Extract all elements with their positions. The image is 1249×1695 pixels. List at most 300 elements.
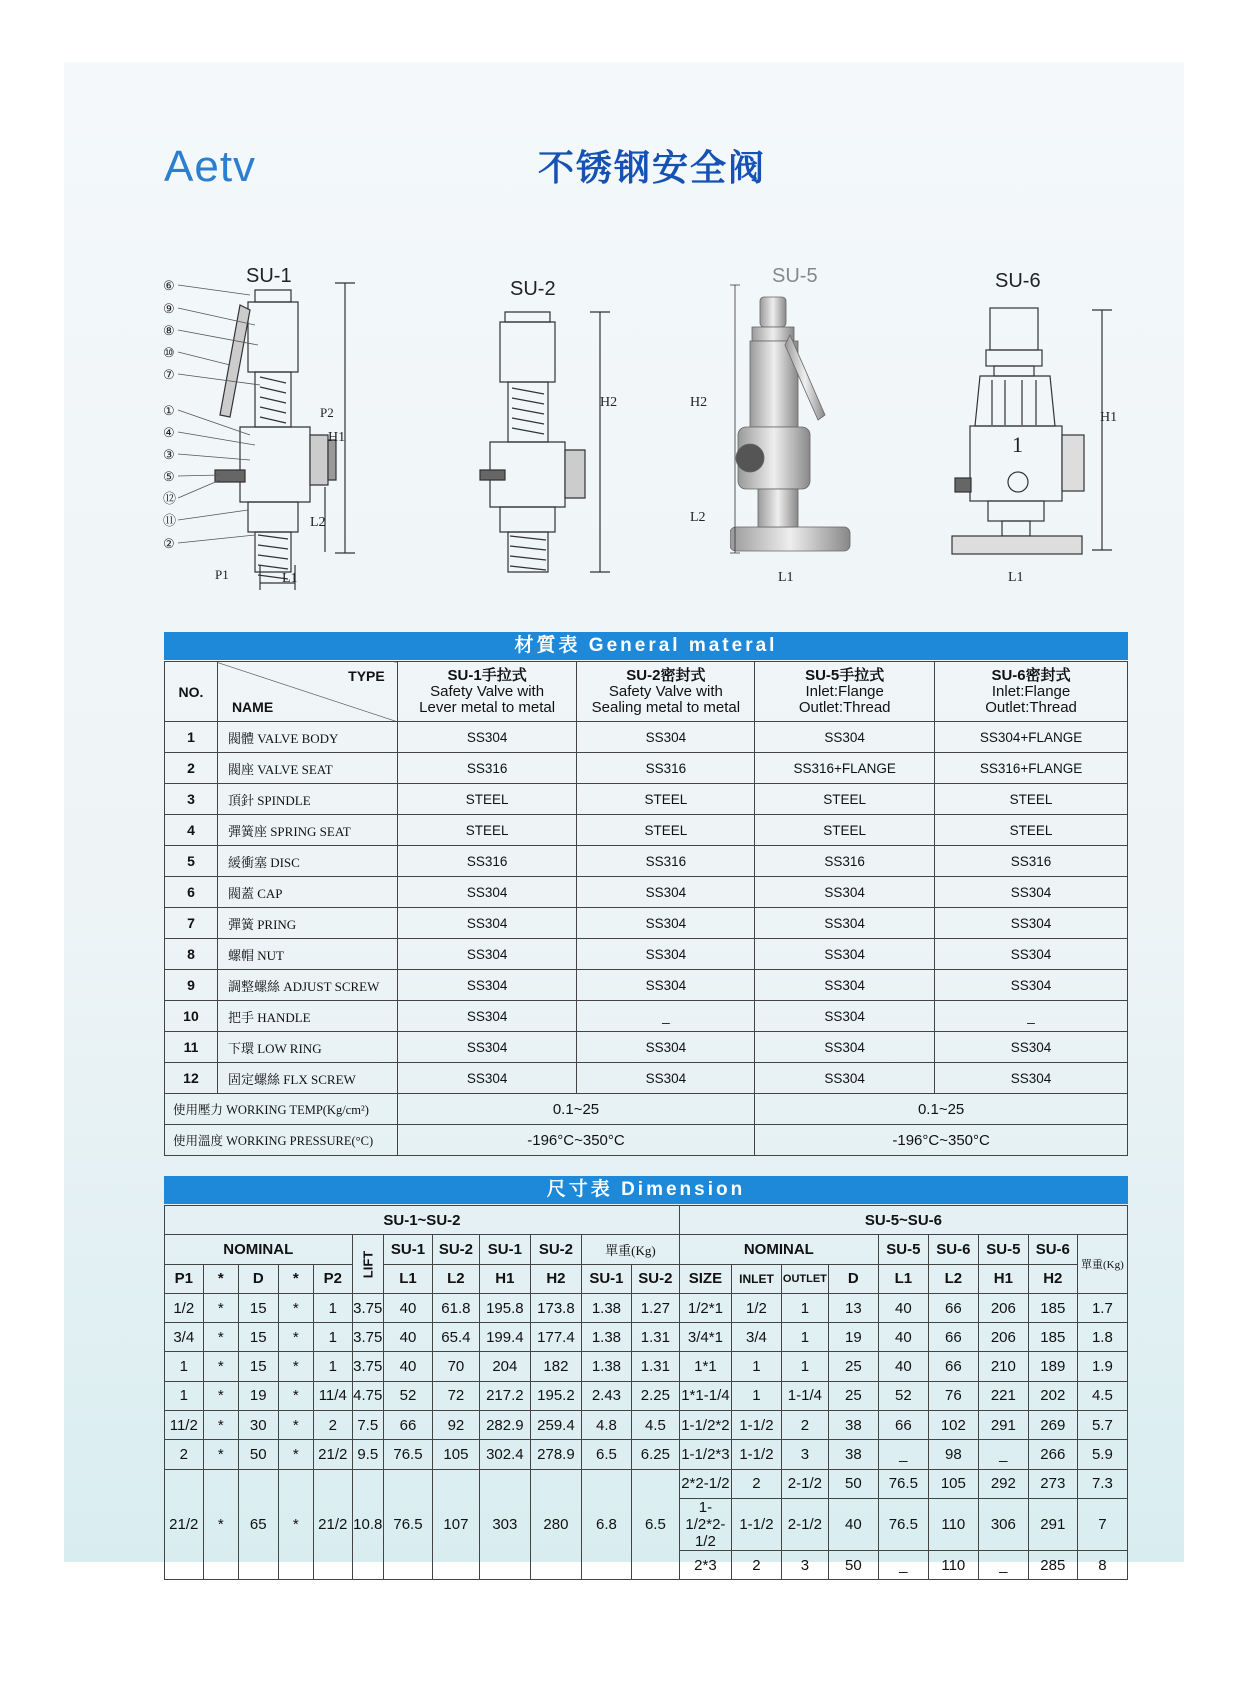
material-part-name: 閥座 VALVE SEAT — [217, 753, 397, 784]
material-value: SS304 — [577, 1032, 755, 1063]
weight-left: 單重(Kg) — [581, 1235, 679, 1264]
dim-cell: * — [203, 1469, 238, 1580]
sub-l2: SU-2 — [432, 1235, 479, 1264]
dim-cell: 202 — [1028, 1381, 1077, 1410]
material-table — [164, 661, 1128, 1156]
sub-h1: SU-1 — [479, 1235, 530, 1264]
dim-cell: 285 — [1028, 1550, 1077, 1579]
dim-cell: 195.8 — [479, 1293, 530, 1322]
dim-cell: * — [203, 1381, 238, 1410]
material-value: SS304 — [755, 1063, 935, 1094]
working-pressure-su1-su2: -196°C~350°C — [397, 1125, 755, 1156]
dim-cell: 1 — [165, 1352, 204, 1381]
dim-cell: 50 — [238, 1440, 278, 1469]
material-value: STEEL — [577, 815, 755, 846]
material-part-name: 緩衝塞 DISC — [217, 846, 397, 877]
material-row — [165, 908, 1128, 939]
dim-cell: 273 — [1028, 1469, 1077, 1498]
material-value: SS304 — [397, 908, 577, 939]
dim-cell: 1 — [781, 1323, 828, 1352]
dim-cell: 3/4 — [731, 1323, 781, 1352]
dim-cell: 110 — [928, 1550, 978, 1579]
dim-cell: 278.9 — [530, 1440, 581, 1469]
col-r-h1: H1 — [978, 1264, 1028, 1293]
header-su5: SU-5手拉式 Inlet:Flange Outlet:Thread — [755, 662, 935, 722]
dim-cell: 3/4*1 — [679, 1323, 731, 1352]
dim-cell: 102 — [928, 1411, 978, 1440]
dim-group-row — [165, 1206, 1128, 1235]
dim-cell: 3/4 — [165, 1323, 204, 1352]
svg-text:②: ② — [163, 536, 175, 551]
dim-cell: 40 — [384, 1352, 433, 1381]
dim-cell: _ — [878, 1550, 928, 1579]
su2-h2-label: H2 — [600, 395, 618, 410]
dim-cell: 217.2 — [479, 1381, 530, 1410]
brand-logo: Aetv — [164, 142, 257, 191]
dim-cell: * — [278, 1293, 313, 1322]
col-p1: P1 — [165, 1264, 204, 1293]
dim-cell: 204 — [479, 1352, 530, 1381]
dim-cell: 1 — [313, 1323, 352, 1352]
dim-cell: * — [278, 1352, 313, 1381]
dim-cell: 259.4 — [530, 1411, 581, 1440]
dim-cell: 2.43 — [581, 1381, 631, 1410]
dim-cell: 21/2 — [313, 1440, 352, 1469]
su6-label: SU-6 — [995, 270, 1041, 292]
col-r-h2: H2 — [1028, 1264, 1077, 1293]
dim-cell: 76 — [928, 1381, 978, 1410]
dim-cell: 306 — [978, 1498, 1028, 1550]
material-value: SS316 — [577, 753, 755, 784]
su1-h1-label: H1 — [328, 430, 346, 445]
dim-cell: 221 — [978, 1381, 1028, 1410]
header-su2: SU-2密封式 Safety Valve with Sealing metal to metal — [577, 662, 755, 722]
dim-cell: 3 — [781, 1440, 828, 1469]
dim-cell: 15 — [238, 1293, 278, 1322]
dim-cell: 3.75 — [352, 1293, 383, 1322]
dim-cell: 1.31 — [631, 1323, 679, 1352]
material-value: SS304 — [577, 908, 755, 939]
dim-cell: 10.8 — [352, 1469, 383, 1580]
dimension-row — [165, 1352, 1128, 1381]
material-value: STEEL — [935, 815, 1128, 846]
group-su5-su6: SU-5~SU-6 — [679, 1206, 1127, 1235]
material-no: 5 — [165, 846, 218, 877]
dim-cell: 269 — [1028, 1411, 1077, 1440]
svg-text:⑦: ⑦ — [163, 367, 175, 382]
dim-col-row — [165, 1264, 1128, 1293]
su2-drawing — [450, 270, 620, 600]
dim-cell: 291 — [1028, 1498, 1077, 1550]
col-d: D — [238, 1264, 278, 1293]
dim-cell: 1 — [731, 1381, 781, 1410]
svg-text:④: ④ — [163, 425, 175, 440]
nominal-left: NOMINAL — [165, 1235, 353, 1264]
material-row — [165, 939, 1128, 970]
dim-cell: 107 — [432, 1469, 479, 1580]
col-l1: L1 — [384, 1264, 433, 1293]
dim-cell: * — [278, 1323, 313, 1352]
dim-cell: * — [278, 1381, 313, 1410]
material-row — [165, 784, 1128, 815]
nominal-right: NOMINAL — [679, 1235, 878, 1264]
material-value: SS304 — [755, 1001, 935, 1032]
material-row — [165, 815, 1128, 846]
dim-cell: 4.75 — [352, 1381, 383, 1410]
col-h1: H1 — [479, 1264, 530, 1293]
header-su6: SU-6密封式 Inlet:Flange Outlet:Thread — [935, 662, 1128, 722]
material-value: SS304+FLANGE — [935, 722, 1128, 753]
su1-p1-label: P1 — [215, 567, 229, 582]
dim-cell: 185 — [1028, 1323, 1077, 1352]
dim-cell: 1-1/2 — [731, 1411, 781, 1440]
col-l2: L2 — [432, 1264, 479, 1293]
working-temp-label: 使用壓力 WORKING TEMP(Kg/cm²) — [165, 1094, 398, 1125]
dim-cell: 2 — [731, 1550, 781, 1579]
material-part-name: 把手 HANDLE — [217, 1001, 397, 1032]
material-row — [165, 846, 1128, 877]
material-value: SS304 — [397, 970, 577, 1001]
su1-label: SU-1 — [246, 265, 292, 287]
su1-drawing — [160, 265, 360, 600]
material-row — [165, 722, 1128, 753]
material-value: SS304 — [577, 970, 755, 1001]
dim-cell: 1/2 — [165, 1293, 204, 1322]
material-value: SS304 — [577, 1063, 755, 1094]
dim-cell: _ — [878, 1440, 928, 1469]
su5-label: SU-5 — [772, 265, 818, 287]
su1-p2-label: P2 — [320, 405, 334, 420]
col-wt-su1: SU-1 — [581, 1264, 631, 1293]
dim-cell: 6.8 — [581, 1469, 631, 1580]
col-size: SIZE — [679, 1264, 731, 1293]
dim-cell: 25 — [828, 1352, 878, 1381]
dim-cell: 3.75 — [352, 1352, 383, 1381]
material-value: SS304 — [935, 970, 1128, 1001]
material-part-name: 閥蓋 CAP — [217, 877, 397, 908]
material-value: SS304 — [397, 877, 577, 908]
su5-l2-label: L2 — [690, 510, 706, 525]
col-wt-su2: SU-2 — [631, 1264, 679, 1293]
material-value: SS304 — [577, 939, 755, 970]
material-part-name: 頂針 SPINDLE — [217, 784, 397, 815]
material-row — [165, 753, 1128, 784]
material-footer-row — [165, 1094, 1128, 1125]
dim-cell: 2 — [781, 1411, 828, 1440]
dim-cell: 2*2-1/2 — [679, 1469, 731, 1498]
dim-cell: _ — [978, 1440, 1028, 1469]
material-value: STEEL — [577, 784, 755, 815]
dim-cell: 195.2 — [530, 1381, 581, 1410]
su5-l1-label: L1 — [778, 570, 794, 585]
weight-right: 單重(Kg) — [1077, 1235, 1127, 1294]
material-value: SS304 — [755, 939, 935, 970]
material-value: _ — [577, 1001, 755, 1032]
material-row — [165, 1032, 1128, 1063]
dim-cell: 1/2*1 — [679, 1293, 731, 1322]
material-part-name: 閥體 VALVE BODY — [217, 722, 397, 753]
working-pressure-label: 使用溫度 WORKING PRESSURE(°C) — [165, 1125, 398, 1156]
dim-cell: * — [203, 1411, 238, 1440]
dim-cell: 6.25 — [631, 1440, 679, 1469]
working-temp-su1-su2: 0.1~25 — [397, 1094, 755, 1125]
dim-cell: 2-1/2 — [781, 1469, 828, 1498]
dim-cell: 66 — [928, 1352, 978, 1381]
dim-cell: 266 — [1028, 1440, 1077, 1469]
dim-cell: 61.8 — [432, 1293, 479, 1322]
dim-cell: 1 — [165, 1381, 204, 1410]
dimension-row — [165, 1381, 1128, 1410]
dim-cell: 66 — [384, 1411, 433, 1440]
material-no: 4 — [165, 815, 218, 846]
material-value: SS316+FLANGE — [755, 753, 935, 784]
material-value: SS304 — [755, 1032, 935, 1063]
dim-cell: 5.7 — [1077, 1411, 1127, 1440]
material-part-name: 螺帽 NUT — [217, 939, 397, 970]
header-name: NAME — [231, 699, 274, 715]
material-value: SS304 — [397, 1032, 577, 1063]
group-su1-su2: SU-1~SU-2 — [165, 1206, 680, 1235]
su6-drawing — [940, 270, 1120, 610]
dim-cell: 4.5 — [631, 1411, 679, 1440]
material-part-name: 彈簧座 SPRING SEAT — [217, 815, 397, 846]
dim-cell: 7.5 — [352, 1411, 383, 1440]
dim-cell: 76.5 — [878, 1469, 928, 1498]
col-star: * — [203, 1264, 238, 1293]
dim-cell: 1 — [781, 1352, 828, 1381]
dim-sub-row — [165, 1235, 1128, 1264]
dim-cell: 15 — [238, 1352, 278, 1381]
material-value: SS304 — [397, 939, 577, 970]
dim-cell: 206 — [978, 1293, 1028, 1322]
sub-r-h2: SU-6 — [1028, 1235, 1077, 1264]
dim-cell: 6.5 — [581, 1440, 631, 1469]
dim-cell: 50 — [828, 1550, 878, 1579]
svg-text:⑨: ⑨ — [163, 301, 175, 316]
dim-cell: 9.5 — [352, 1440, 383, 1469]
dim-cell: 1.27 — [631, 1293, 679, 1322]
su6-h1-label: H1 — [1100, 410, 1118, 425]
material-part-name: 調整螺絲 ADJUST SCREW — [217, 970, 397, 1001]
header-type: TYPE — [348, 668, 385, 684]
dim-cell: 1 — [781, 1293, 828, 1322]
dim-cell: 4.8 — [581, 1411, 631, 1440]
material-value: SS304 — [755, 722, 935, 753]
material-value: STEEL — [935, 784, 1128, 815]
dim-cell: 1 — [731, 1352, 781, 1381]
dim-cell: 6.5 — [631, 1469, 679, 1580]
dim-cell: 2 — [165, 1440, 204, 1469]
dim-cell: 15 — [238, 1323, 278, 1352]
sub-l1: SU-1 — [384, 1235, 433, 1264]
dimension-row — [165, 1440, 1128, 1469]
dim-cell: 3.75 — [352, 1323, 383, 1352]
material-value: SS304 — [935, 939, 1128, 970]
dim-cell: 1-1/2 — [731, 1440, 781, 1469]
material-header-row — [165, 662, 1128, 722]
dim-cell: 189 — [1028, 1352, 1077, 1381]
col-r-d: D — [828, 1264, 878, 1293]
header-su1: SU-1手拉式 Safety Valve with Lever metal to metal — [397, 662, 577, 722]
dim-cell: 11/2 — [165, 1411, 204, 1440]
material-value: SS304 — [755, 970, 935, 1001]
dim-cell: 2 — [731, 1469, 781, 1498]
material-no: 10 — [165, 1001, 218, 1032]
material-no: 3 — [165, 784, 218, 815]
dim-cell: 292 — [978, 1469, 1028, 1498]
dimension-row — [165, 1469, 1128, 1498]
material-no: 7 — [165, 908, 218, 939]
dimension-banner: 尺寸表 Dimension — [164, 1176, 1128, 1204]
material-value: SS304 — [397, 1063, 577, 1094]
dim-cell: * — [203, 1323, 238, 1352]
material-row — [165, 1063, 1128, 1094]
dim-cell: 66 — [878, 1411, 928, 1440]
dim-cell: 2 — [313, 1411, 352, 1440]
dim-cell: 40 — [878, 1352, 928, 1381]
material-part-name: 彈簧 PRING — [217, 908, 397, 939]
header-type-name — [217, 662, 397, 722]
material-banner: 材質表 General materal — [164, 632, 1128, 660]
material-footer-row — [165, 1125, 1128, 1156]
dim-cell: 303 — [479, 1469, 530, 1580]
dim-cell: 21/2 — [165, 1469, 204, 1580]
dim-cell: 210 — [978, 1352, 1028, 1381]
dim-cell: 66 — [928, 1293, 978, 1322]
dim-cell: 280 — [530, 1469, 581, 1580]
dim-cell: 1.9 — [1077, 1352, 1127, 1381]
dim-cell: 52 — [384, 1381, 433, 1410]
dim-cell: 1 — [313, 1352, 352, 1381]
dim-cell: 4.5 — [1077, 1381, 1127, 1410]
dim-cell: 177.4 — [530, 1323, 581, 1352]
dim-cell: 1-1/2*3 — [679, 1440, 731, 1469]
svg-text:⑫: ⑫ — [163, 491, 177, 506]
col-h2: H2 — [530, 1264, 581, 1293]
dim-cell: 1.38 — [581, 1293, 631, 1322]
material-no: 6 — [165, 877, 218, 908]
dim-cell: 1-1/2 — [731, 1498, 781, 1550]
material-no: 11 — [165, 1032, 218, 1063]
material-no: 12 — [165, 1063, 218, 1094]
dim-cell: 65.4 — [432, 1323, 479, 1352]
col-star: * — [278, 1264, 313, 1293]
sub-r-l1: SU-5 — [878, 1235, 928, 1264]
dim-cell: _ — [978, 1550, 1028, 1579]
col-p2: P2 — [313, 1264, 352, 1293]
su2-label: SU-2 — [510, 278, 556, 300]
dim-cell: * — [278, 1440, 313, 1469]
material-no: 2 — [165, 753, 218, 784]
dim-cell: 206 — [978, 1323, 1028, 1352]
dim-cell: 182 — [530, 1352, 581, 1381]
svg-text:⑧: ⑧ — [163, 323, 175, 338]
dim-cell: * — [203, 1293, 238, 1322]
su6-l1-label: L1 — [1008, 570, 1024, 585]
su5-h2-label: H2 — [690, 395, 708, 410]
dim-cell: 38 — [828, 1411, 878, 1440]
svg-text:⑪: ⑪ — [163, 513, 177, 528]
dim-cell: 1.7 — [1077, 1293, 1127, 1322]
dim-cell: 92 — [432, 1411, 479, 1440]
dim-cell: 52 — [878, 1381, 928, 1410]
page-title: 不锈钢安全阀 — [538, 148, 767, 189]
svg-text:⑥: ⑥ — [163, 278, 175, 293]
material-value: SS304 — [577, 722, 755, 753]
dim-cell: 25 — [828, 1381, 878, 1410]
dim-cell: 76.5 — [384, 1469, 433, 1580]
material-value: SS304 — [935, 1032, 1128, 1063]
dim-cell: 1.38 — [581, 1323, 631, 1352]
dim-cell: 11/4 — [313, 1381, 352, 1410]
dim-cell: 282.9 — [479, 1411, 530, 1440]
col-inlet: INLET — [731, 1264, 781, 1293]
dim-cell: 5.9 — [1077, 1440, 1127, 1469]
su5-valve-icon — [730, 265, 870, 605]
material-value: SS304 — [935, 908, 1128, 939]
dim-cell: 40 — [878, 1323, 928, 1352]
material-part-name: 固定螺絲 FLX SCREW — [217, 1063, 397, 1094]
dim-cell: 7.3 — [1077, 1469, 1127, 1498]
working-temp-su5-su6: 0.1~25 — [755, 1094, 1128, 1125]
material-value: SS316 — [755, 846, 935, 877]
dim-cell: 38 — [828, 1440, 878, 1469]
material-value: STEEL — [755, 784, 935, 815]
dim-cell: 173.8 — [530, 1293, 581, 1322]
dim-cell: 2.25 — [631, 1381, 679, 1410]
dim-cell: 302.4 — [479, 1440, 530, 1469]
col-outlet: OUTLET — [781, 1264, 828, 1293]
dim-cell: 1 — [313, 1293, 352, 1322]
dim-cell: 1.38 — [581, 1352, 631, 1381]
dim-cell: 19 — [828, 1323, 878, 1352]
material-part-name: 下環 LOW RING — [217, 1032, 397, 1063]
material-row — [165, 877, 1128, 908]
dim-cell: 13 — [828, 1293, 878, 1322]
sub-r-l2: SU-6 — [928, 1235, 978, 1264]
dimension-row — [165, 1411, 1128, 1440]
material-value: SS304 — [755, 877, 935, 908]
dim-cell: * — [278, 1411, 313, 1440]
dimension-row — [165, 1293, 1128, 1322]
dim-cell: 1-1/2*2-1/2 — [679, 1498, 731, 1550]
material-value: SS304 — [577, 877, 755, 908]
col-r-l2: L2 — [928, 1264, 978, 1293]
dim-cell: 2*3 — [679, 1550, 731, 1579]
material-value: STEEL — [397, 784, 577, 815]
dim-cell: 185 — [1028, 1293, 1077, 1322]
svg-text:⑩: ⑩ — [163, 345, 175, 360]
dim-cell: 70 — [432, 1352, 479, 1381]
dim-cell: 40 — [384, 1323, 433, 1352]
dimension-row — [165, 1323, 1128, 1352]
svg-text:①: ① — [163, 403, 175, 418]
dim-cell: 40 — [384, 1293, 433, 1322]
dim-cell: * — [203, 1440, 238, 1469]
dim-cell: * — [203, 1352, 238, 1381]
dim-cell: 291 — [978, 1411, 1028, 1440]
material-value: _ — [935, 1001, 1128, 1032]
material-row — [165, 1001, 1128, 1032]
su6-body-mark: 1 — [1012, 432, 1023, 457]
dim-cell: 1.31 — [631, 1352, 679, 1381]
dim-cell: 1*1 — [679, 1352, 731, 1381]
dim-cell: 98 — [928, 1440, 978, 1469]
dim-cell: 40 — [878, 1293, 928, 1322]
svg-text:③: ③ — [163, 447, 175, 462]
material-value: STEEL — [397, 815, 577, 846]
dim-cell: 7 — [1077, 1498, 1127, 1550]
